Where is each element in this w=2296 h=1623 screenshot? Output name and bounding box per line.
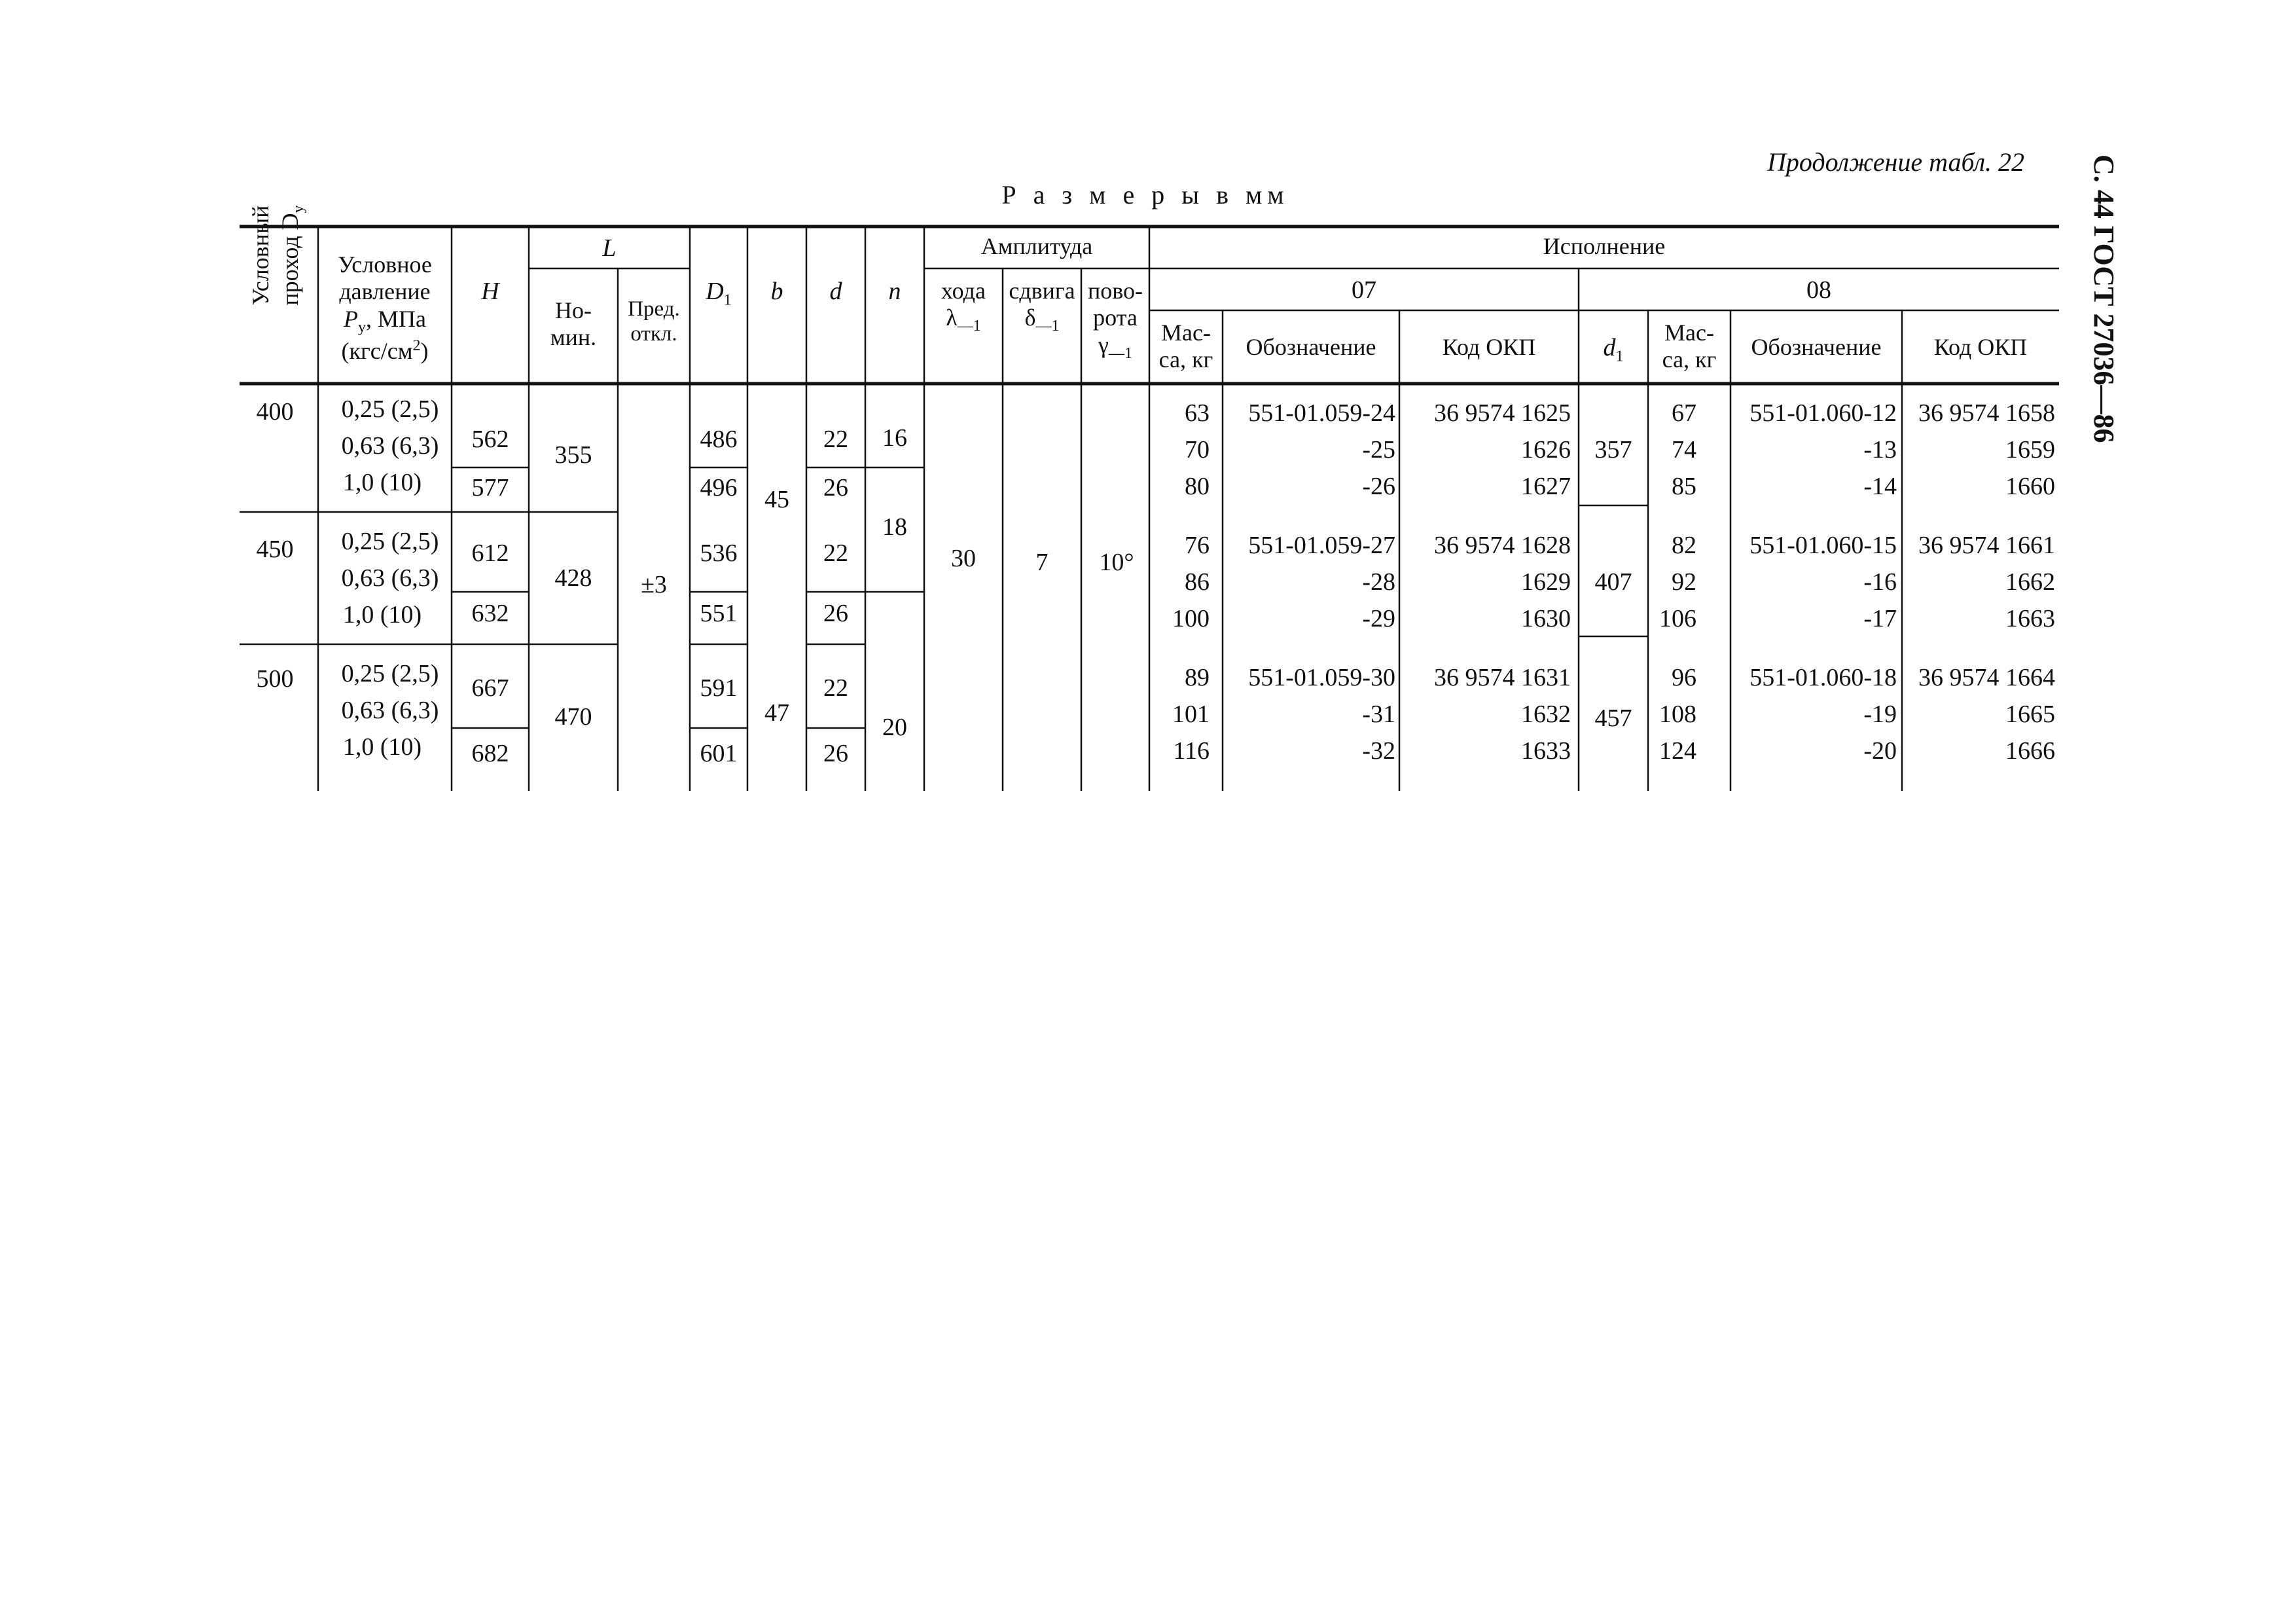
H-cell: 612 (471, 539, 509, 567)
execution-header: Исполнение (1543, 233, 1666, 259)
designation-07-cell: -25 (1362, 436, 1395, 464)
column-n-header: n (888, 278, 901, 305)
designation-07-header: Обозначение (1246, 334, 1376, 360)
mass-08-cell: 108 (1659, 701, 1696, 728)
D1-cell: 601 (700, 740, 738, 767)
n-cell: 18 (882, 513, 907, 541)
okp-07-cell: 1632 (1521, 701, 1571, 728)
mass-07-cell: 70 (1185, 436, 1210, 464)
amplitude-rotation-header: пово- рота $\gamma_{—1}$ (1087, 278, 1143, 362)
nominal-bore-cell: 450 (256, 536, 294, 563)
pressure-cell: 0,63 (6,3) (341, 697, 439, 724)
mass-07-cell: 100 (1172, 605, 1210, 632)
designation-08-cell: -16 (1863, 568, 1897, 596)
table-continuation-label: Продолжение табл. 22 (1767, 147, 2025, 177)
okp-07-cell: 1630 (1521, 605, 1571, 632)
D1-cell: 551 (700, 600, 738, 627)
mass-07-cell: 116 (1173, 737, 1210, 765)
designation-08-cell: 551-01.060-18 (1749, 664, 1897, 691)
d1-08-cell: 407 (1594, 568, 1632, 596)
nominal-bore-cell: 400 (256, 398, 294, 426)
H-cell: 682 (471, 740, 509, 767)
designation-07-cell: 551-01.059-24 (1248, 399, 1395, 427)
designation-07-cell: -31 (1362, 701, 1395, 728)
okp-07-cell: 36 9574 1628 (1434, 532, 1571, 559)
pressure-cell: 0,25 (2,5) (341, 660, 439, 687)
L-tolerance-cell: ±3 (641, 571, 667, 598)
mass-07-cell: 63 (1185, 399, 1210, 427)
D1-cell: 496 (700, 474, 738, 501)
n-cell: 16 (882, 424, 907, 452)
L-nominal-cell: 428 (554, 564, 592, 592)
amplitude-shift-cell: 7 (1035, 549, 1049, 576)
L-nominal-cell: 470 (554, 703, 592, 731)
execution-07-header: 07 (1352, 276, 1376, 304)
mass-08-cell: 96 (1672, 664, 1696, 691)
amplitude-shift-header: сдвига $\delta_{—1}$ (1009, 278, 1075, 335)
page-number-label: С. 44 ГОСТ 27036—86 (2088, 155, 2120, 443)
mass-08-cell: 74 (1672, 436, 1696, 464)
pressure-cell: 0,63 (6,3) (341, 564, 439, 592)
designation-08-cell: -17 (1863, 605, 1897, 632)
okp-07-cell: 36 9574 1625 (1434, 399, 1571, 427)
okp-08-cell: 1659 (2005, 436, 2055, 464)
designation-08-cell: 551-01.060-15 (1749, 532, 1897, 559)
mass-08-cell: 124 (1659, 737, 1696, 765)
pressure-cell: 0,25 (2,5) (341, 528, 439, 555)
mass-07-cell: 89 (1185, 664, 1210, 691)
designation-07-cell: -26 (1362, 473, 1395, 500)
column-D1-header: $D_1$ (706, 278, 732, 309)
okp-08-cell: 36 9574 1658 (1918, 399, 2055, 427)
designation-08-cell: -13 (1863, 436, 1897, 464)
column-d-header: d (829, 278, 842, 305)
mass-07-cell: 101 (1172, 701, 1210, 728)
okp-08-cell: 36 9574 1664 (1918, 664, 2055, 691)
L-tolerance-header: Пред. откл. (628, 297, 680, 346)
mass-08-cell: 85 (1672, 473, 1696, 500)
column-H-header: H (481, 278, 499, 305)
D1-cell: 591 (700, 674, 738, 702)
nominal-bore-header: Условный проход $D_у$ (247, 205, 308, 306)
mass-07-cell: 80 (1185, 473, 1210, 500)
okp-08-cell: 36 9574 1661 (1918, 532, 2055, 559)
okp-08-cell: 1660 (2005, 473, 2055, 500)
designation-07-cell: 551-01.059-30 (1248, 664, 1395, 691)
pressure-cell: 0,63 (6,3) (341, 432, 439, 460)
mass-07-header: Мас- са, кг (1158, 319, 1213, 373)
amplitude-stroke-cell: 30 (951, 545, 976, 572)
b-cell: 47 (764, 699, 789, 727)
pressure-cell: 1,0 (10) (342, 733, 422, 761)
H-cell: 667 (471, 674, 509, 702)
d-cell: 22 (823, 674, 848, 702)
okp-07-cell: 36 9574 1631 (1434, 664, 1571, 691)
mass-08-header: Мас- са, кг (1662, 319, 1717, 373)
D1-cell: 486 (700, 426, 738, 453)
column-L-header: L (602, 234, 617, 262)
d-cell: 26 (823, 740, 848, 767)
mass-08-cell: 82 (1672, 532, 1696, 559)
b-cell: 45 (764, 486, 789, 513)
okp-07-cell: 1626 (1521, 436, 1571, 464)
execution-08-header: 08 (1806, 276, 1831, 304)
designation-07-cell: 551-01.059-27 (1248, 532, 1395, 559)
D1-cell: 536 (700, 539, 738, 567)
d-cell: 22 (823, 426, 848, 453)
okp-08-cell: 1665 (2005, 701, 2055, 728)
mass-08-cell: 92 (1672, 568, 1696, 596)
okp-07-cell: 1629 (1521, 568, 1571, 596)
okp-08-cell: 1663 (2005, 605, 2055, 632)
pressure-cell: 0,25 (2,5) (341, 395, 439, 423)
mass-08-cell: 67 (1672, 399, 1696, 427)
pressure-cell: 1,0 (10) (342, 601, 422, 629)
designation-07-cell: -32 (1362, 737, 1395, 765)
d1-08-cell: 457 (1594, 704, 1632, 732)
units-caption: Р а з м е р ы в мм (1001, 180, 1289, 210)
H-cell: 577 (471, 474, 509, 501)
okp-08-header: Код ОКП (1933, 334, 2028, 360)
mass-08-cell: 106 (1659, 605, 1696, 632)
pressure-cell: 1,0 (10) (342, 469, 422, 496)
amplitude-header: Амплитуда (980, 233, 1093, 259)
okp-07-cell: 1627 (1521, 473, 1571, 500)
amplitude-stroke-header: хода $\lambda_{—1}$ (941, 278, 986, 335)
column-d1-08-header: $d_1$ (1603, 334, 1624, 365)
nominal-bore-cell: 500 (256, 665, 294, 693)
L-nominal-header: Но- мин. (550, 297, 597, 351)
mass-07-cell: 86 (1185, 568, 1210, 596)
d-cell: 22 (823, 539, 848, 567)
designation-08-header: Обозначение (1751, 334, 1882, 360)
okp-08-cell: 1666 (2005, 737, 2055, 765)
designation-07-cell: -28 (1362, 568, 1395, 596)
mass-07-cell: 76 (1185, 532, 1210, 559)
designation-08-cell: -19 (1863, 701, 1897, 728)
n-cell: 20 (882, 714, 907, 741)
pressure-header: Условное давление $P_у$, МПа $(кгс/см^2)$ (338, 251, 432, 364)
okp-07-header: Код ОКП (1442, 334, 1536, 360)
H-cell: 632 (471, 600, 509, 627)
designation-08-cell: 551-01.060-12 (1749, 399, 1897, 427)
designation-08-cell: -14 (1863, 473, 1897, 500)
L-nominal-cell: 355 (554, 441, 592, 469)
d1-08-cell: 357 (1594, 436, 1632, 464)
column-b-header: b (770, 278, 783, 305)
designation-08-cell: -20 (1863, 737, 1897, 765)
okp-08-cell: 1662 (2005, 568, 2055, 596)
designation-07-cell: -29 (1362, 605, 1395, 632)
H-cell: 562 (471, 426, 509, 453)
amplitude-rotation-cell: 10° (1099, 549, 1134, 576)
d-cell: 26 (823, 474, 848, 501)
okp-07-cell: 1633 (1521, 737, 1571, 765)
d-cell: 26 (823, 600, 848, 627)
